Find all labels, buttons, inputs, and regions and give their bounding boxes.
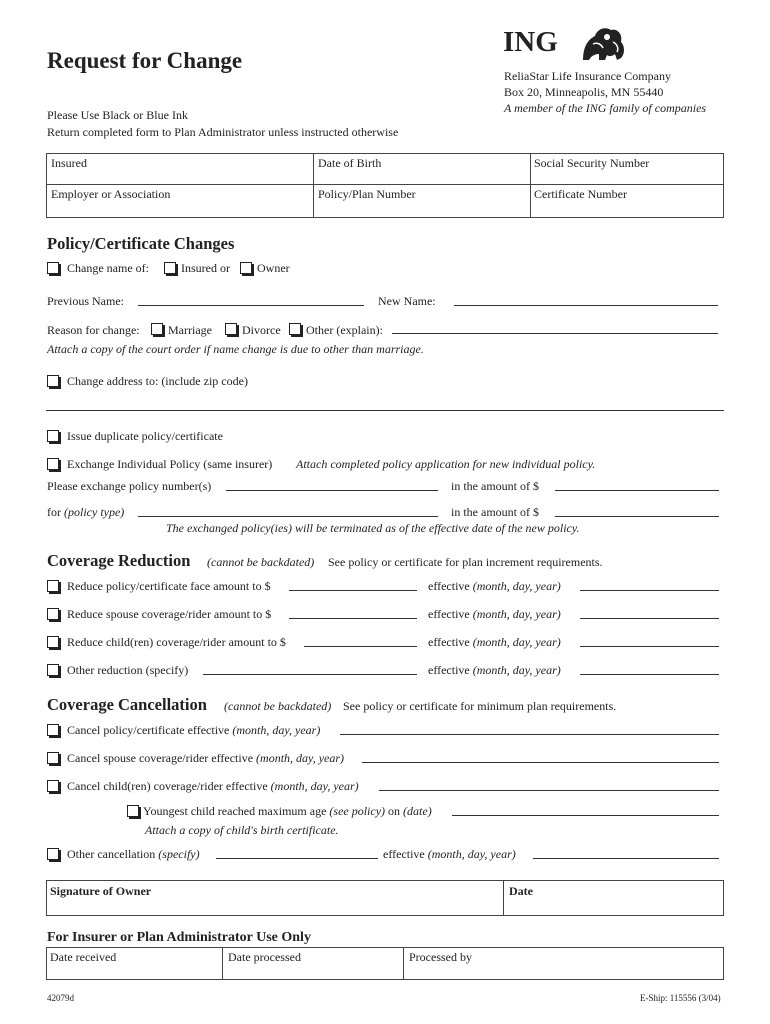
reduce-face-label: Reduce policy/certificate face amount to $ (67, 579, 271, 593)
other-cancellation-date-input[interactable] (533, 858, 719, 859)
exchange-numbers-label: Please exchange policy number(s) (47, 479, 212, 493)
insurer-divider (403, 947, 404, 980)
cancel-spouse-text: Cancel spouse coverage/rider effective (67, 751, 254, 765)
date-processed-field[interactable]: Date processed (228, 950, 301, 964)
policy-type-input[interactable] (138, 516, 438, 517)
see-policy-text: (see policy) (329, 804, 386, 818)
reduce-child-effective (428, 635, 561, 650)
divorce-label: Divorce (242, 323, 281, 337)
insured-or-label: Insured or (181, 261, 230, 275)
exchange-checkbox[interactable] (47, 458, 59, 470)
page-title: Request for Change (47, 48, 243, 73)
change-name-checkbox[interactable] (47, 262, 59, 274)
cancel-policy-checkbox[interactable] (47, 724, 59, 736)
previous-name-input[interactable] (138, 305, 364, 306)
reduce-face-date-input[interactable] (580, 590, 719, 591)
reduce-child-date-input[interactable] (580, 646, 719, 647)
coverage-cancellation-heading: Coverage Cancellation (47, 695, 207, 714)
reduce-face-checkbox[interactable] (47, 580, 59, 592)
ssn-field[interactable]: Social Security Number (534, 156, 650, 170)
owner-checkbox[interactable] (240, 262, 252, 274)
dob-field[interactable]: Date of Birth (318, 156, 382, 170)
reduce-spouse-label: Reduce spouse coverage/rider amount to $ (67, 607, 272, 621)
table-divider (46, 184, 724, 185)
cancellation-see-policy: See policy or certificate for minimum plan requirements. (343, 699, 617, 713)
eship-number: E-Ship: 115556 (3/04) (640, 993, 721, 1003)
for-text: for (47, 505, 61, 519)
mdy-text: (month, day, year) (472, 579, 561, 593)
reduce-face-effective (428, 579, 561, 594)
effective-text: effective (428, 663, 470, 677)
policy-plan-field[interactable]: Policy/Plan Number (318, 187, 416, 201)
reduce-face-input[interactable] (289, 590, 417, 591)
effective-text: effective (383, 847, 425, 861)
other-cancellation-label (67, 847, 200, 862)
previous-name-label: Previous Name: (47, 294, 124, 308)
on-text: on (388, 804, 401, 818)
certificate-field[interactable]: Certificate Number (534, 187, 627, 201)
terminated-note: The exchanged policy(ies) will be terminated as of the effective date of the new policy. (166, 521, 580, 535)
signature-owner-field[interactable]: Signature of Owner (50, 884, 152, 898)
youngest-child-label (143, 804, 432, 819)
other-reduction-date-input[interactable] (580, 674, 719, 675)
mdy-text: (month, day, year) (472, 607, 561, 621)
effective-text: effective (428, 607, 470, 621)
signature-date-field[interactable]: Date (509, 884, 533, 898)
insured-checkbox[interactable] (164, 262, 176, 274)
date-text: (date) (403, 804, 432, 818)
court-order-note: Attach a copy of the court order if name change is due to other than marriage. (47, 342, 424, 356)
lion-logo-icon (577, 24, 629, 62)
insurer-use-heading: For Insurer or Plan Administrator Use Only (47, 930, 311, 945)
reason-label: Reason for change: (47, 323, 140, 337)
cancel-child-label (67, 779, 359, 794)
mdy-text: (month, day, year) (232, 723, 321, 737)
reduction-see-policy: See policy or certificate for plan increment requirements. (328, 555, 603, 569)
reduction-no-backdate: (cannot be backdated) (207, 555, 315, 569)
specify-text: (specify) (158, 847, 200, 861)
effective-text: effective (428, 635, 470, 649)
mdy-text: (month, day, year) (472, 663, 561, 677)
table-divider (313, 153, 314, 218)
reduce-spouse-effective (428, 607, 561, 622)
marriage-checkbox[interactable] (151, 323, 163, 335)
employer-field[interactable]: Employer or Association (51, 187, 171, 201)
youngest-child-checkbox[interactable] (127, 805, 139, 817)
owner-label: Owner (257, 261, 290, 275)
duplicate-checkbox[interactable] (47, 430, 59, 442)
reduce-child-label: Reduce child(ren) coverage/rider amount to $ (67, 635, 286, 649)
policy-changes-heading: Policy/Certificate Changes (47, 234, 235, 253)
cancellation-no-backdate: (cannot be backdated) (224, 699, 332, 713)
date-received-field[interactable]: Date received (50, 950, 117, 964)
divorce-checkbox[interactable] (225, 323, 237, 335)
for-label (47, 505, 124, 520)
ink-note: Please Use Black or Blue Ink (47, 108, 188, 122)
cancel-spouse-label (67, 751, 344, 766)
other-cancel-text: Other cancellation (67, 847, 156, 861)
new-name-label: New Name: (378, 294, 436, 308)
other-reduction-input[interactable] (203, 674, 417, 675)
company-name: ReliaStar Life Insurance Company (504, 69, 671, 83)
other-cancellation-checkbox[interactable] (47, 848, 59, 860)
mdy-text: (month, day, year) (270, 779, 359, 793)
amount-label: in the amount of $ (451, 479, 539, 493)
reduce-child-checkbox[interactable] (47, 636, 59, 648)
other-reduction-checkbox[interactable] (47, 664, 59, 676)
other-explain-label: Other (explain): (306, 323, 383, 337)
amount-input[interactable] (555, 490, 719, 491)
ing-logo-text: ING (503, 26, 558, 58)
exchange-label: Exchange Individual Policy (same insurer) (67, 457, 273, 471)
signature-divider (503, 880, 504, 916)
change-name-label: Change name of: (67, 261, 149, 275)
youngest-text: Youngest child reached maximum age (143, 804, 327, 818)
company-member: A member of the ING family of companies (504, 101, 707, 115)
amount-input-2[interactable] (555, 516, 719, 517)
policy-type-text: (policy type) (64, 505, 125, 519)
exchange-numbers-input[interactable] (226, 490, 438, 491)
table-divider (530, 153, 531, 218)
mdy-text: (month, day, year) (256, 751, 345, 765)
insured-field[interactable]: Insured (51, 156, 87, 170)
youngest-child-date-input[interactable] (452, 815, 719, 816)
change-address-label: Change address to: (include zip code) (67, 374, 248, 388)
other-explain-checkbox[interactable] (289, 323, 301, 335)
change-address-checkbox[interactable] (47, 375, 59, 387)
insurer-divider (222, 947, 223, 980)
cancel-policy-label (67, 723, 320, 738)
company-address: Box 20, Minneapolis, MN 55440 (504, 85, 664, 99)
reduce-spouse-input[interactable] (289, 618, 417, 619)
other-cancellation-effective (383, 847, 516, 862)
birth-cert-note: Attach a copy of child's birth certificate. (145, 823, 339, 837)
form-number: 42079d (47, 993, 74, 1003)
cancel-child-text: Cancel child(ren) coverage/rider effective (67, 779, 268, 793)
new-name-input[interactable] (454, 305, 718, 306)
insurer-use-table (46, 947, 724, 980)
cancel-spouse-checkbox[interactable] (47, 752, 59, 764)
cancel-policy-text: Cancel policy/certificate effective (67, 723, 230, 737)
reduce-spouse-date-input[interactable] (580, 618, 719, 619)
cancel-policy-input[interactable] (340, 734, 719, 735)
reduce-spouse-checkbox[interactable] (47, 608, 59, 620)
other-cancellation-input[interactable] (216, 858, 378, 859)
reduce-child-input[interactable] (304, 646, 417, 647)
cancel-spouse-input[interactable] (362, 762, 719, 763)
amount-label-2: in the amount of $ (451, 505, 539, 519)
other-explain-input[interactable] (392, 333, 718, 334)
cancel-child-input[interactable] (379, 790, 719, 791)
mdy-text: (month, day, year) (472, 635, 561, 649)
duplicate-label: Issue duplicate policy/certificate (67, 429, 223, 443)
coverage-reduction-heading: Coverage Reduction (47, 551, 191, 570)
effective-text: effective (428, 579, 470, 593)
other-reduction-label: Other reduction (specify) (67, 663, 189, 677)
address-input[interactable] (46, 410, 724, 411)
other-reduction-effective (428, 663, 561, 678)
mdy-text: (month, day, year) (427, 847, 516, 861)
cancel-child-checkbox[interactable] (47, 780, 59, 792)
processed-by-field[interactable]: Processed by (409, 950, 472, 964)
marriage-label: Marriage (168, 323, 212, 337)
exchange-attach-note: Attach completed policy application for new individual policy. (296, 457, 596, 471)
return-note: Return completed form to Plan Administrator unless instructed otherwise (47, 125, 399, 139)
